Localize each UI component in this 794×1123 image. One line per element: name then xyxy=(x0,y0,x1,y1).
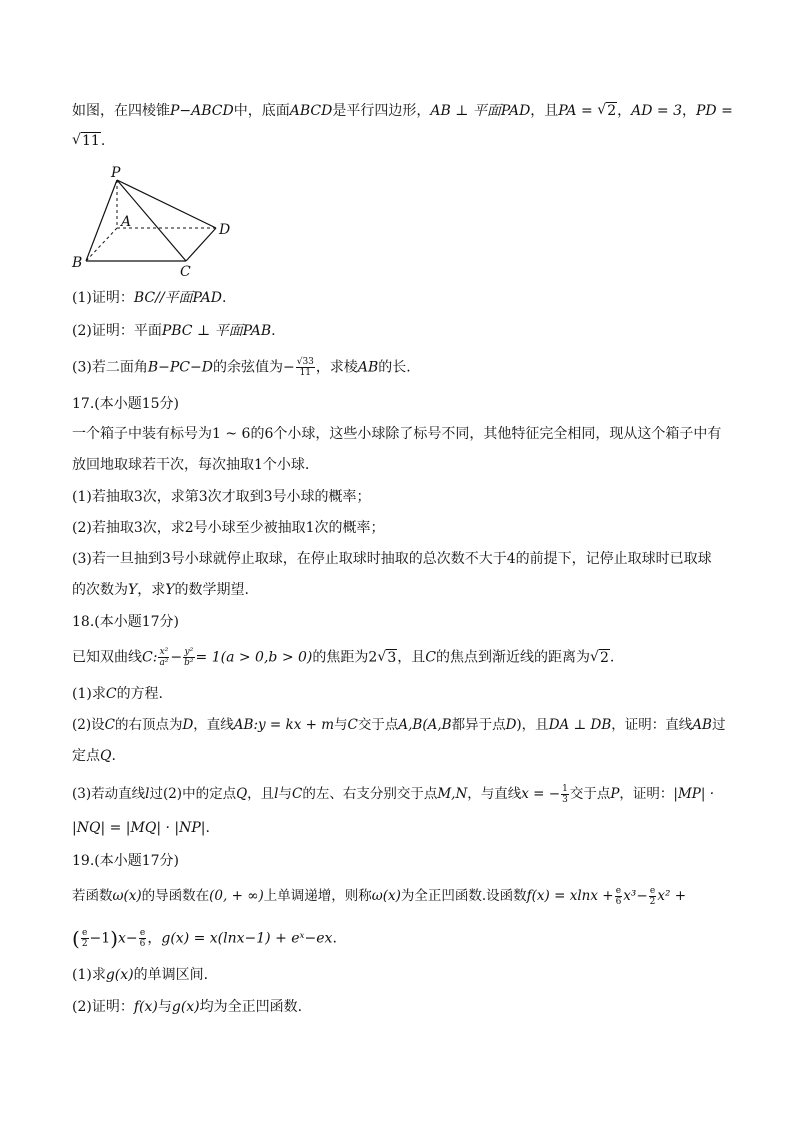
math: D xyxy=(182,717,194,733)
text: 都异于点 xyxy=(451,717,506,733)
q18-part3 xyxy=(72,784,714,805)
q18-part1 xyxy=(72,684,163,704)
intro-text: 中，底面 xyxy=(233,103,290,119)
math: AB xyxy=(692,717,712,733)
edge-PD xyxy=(117,180,216,228)
text: 定点 xyxy=(72,748,100,764)
text: 的长. xyxy=(378,359,411,376)
intro-text: 是平行四边形， xyxy=(332,103,431,119)
pyramid-name: P−ABCD xyxy=(170,103,234,119)
math: |NQ| = |MQ| · |NP| xyxy=(72,820,206,836)
numerator: e xyxy=(82,928,88,938)
denominator: 6 xyxy=(139,939,146,949)
base-name: ABCD xyxy=(289,103,333,119)
text: ，证明：直线 xyxy=(611,717,693,733)
text: (1)求 xyxy=(72,967,106,983)
perp-statement: AB ⊥ 平面PAD xyxy=(430,103,531,119)
q18-header: 18.(本小题17分) xyxy=(72,614,180,630)
math: C xyxy=(425,649,436,666)
math: Y xyxy=(128,582,138,598)
text: 为全正凹函数.设函数 xyxy=(400,888,527,904)
math: C xyxy=(105,686,117,702)
q17-header: 17.(本小题15分) xyxy=(72,396,180,412)
sqrt-2 xyxy=(590,648,610,668)
text: 的单调区间. xyxy=(133,967,209,983)
radicand: 11 xyxy=(82,133,100,149)
text: 的次数为 xyxy=(72,582,128,598)
math: M,N xyxy=(437,786,468,802)
text: ，证明： xyxy=(619,786,674,802)
denominator: b² xyxy=(184,658,194,668)
text: . xyxy=(609,649,615,666)
math: g(x) xyxy=(105,967,134,983)
text: 上单调递增，则称 xyxy=(263,888,372,904)
text: (1)求 xyxy=(72,686,106,702)
q18-line1 xyxy=(72,647,614,668)
paren-open: ( xyxy=(72,926,80,951)
denominator: 2 xyxy=(81,939,88,949)
math: l xyxy=(145,786,150,802)
math: PBC ⊥ 平面PAB xyxy=(161,323,272,339)
math: f(x) xyxy=(133,999,158,1015)
ad-eq: AD = 3 xyxy=(631,103,682,119)
label-B: B xyxy=(72,255,83,271)
q18-part2b xyxy=(72,746,116,766)
intro-line-1 xyxy=(72,101,733,121)
text: 与 xyxy=(334,717,348,733)
sqrt-2 xyxy=(597,101,617,121)
q19-part2 xyxy=(72,997,302,1017)
math: C xyxy=(347,717,358,733)
denominator: 11 xyxy=(299,368,312,378)
math: A,B(A,B xyxy=(398,717,452,733)
label-P: P xyxy=(111,165,121,181)
radicand: 2 xyxy=(607,103,617,119)
text: 与 xyxy=(278,786,292,802)
fraction xyxy=(81,928,89,949)
text: 的导函数在 xyxy=(141,888,210,904)
q18-part2 xyxy=(72,715,725,735)
num-value: 33 xyxy=(302,357,314,367)
q18-part3b xyxy=(72,818,210,838)
text: 过 xyxy=(711,717,726,733)
math: P xyxy=(610,786,620,802)
math: C xyxy=(104,717,115,733)
label-D: D xyxy=(219,222,231,238)
sqrt-11 xyxy=(72,131,101,151)
pa-eq: PA = xyxy=(558,103,593,119)
math: f(x) = xlnx + xyxy=(526,888,614,904)
fraction xyxy=(615,886,623,907)
paren-close: ) xyxy=(110,926,118,951)
intro-text: ， xyxy=(681,103,696,119)
text: (2)证明： xyxy=(72,999,134,1015)
math: ω(x) xyxy=(371,888,401,904)
numerator: e xyxy=(615,886,622,896)
label-A: A xyxy=(121,214,132,230)
text: (2)设 xyxy=(72,717,105,733)
text: 的方程. xyxy=(116,686,164,702)
q19-line1 xyxy=(72,886,686,907)
math: g(x) = x(lnx−1) + eˣ−ex xyxy=(161,930,333,947)
text: 交于点 xyxy=(357,717,399,733)
math: |MP| · xyxy=(673,786,715,802)
fraction xyxy=(183,647,194,668)
text: . xyxy=(332,930,337,947)
q19-part1 xyxy=(72,965,208,985)
math: Y xyxy=(165,582,175,598)
denominator: 2 xyxy=(649,897,656,907)
text: 的焦距为 xyxy=(312,649,369,666)
math: x² + xyxy=(657,888,687,904)
text: ，与直线 xyxy=(467,786,522,802)
text: . xyxy=(205,820,210,836)
edge-PB xyxy=(86,180,117,261)
fraction xyxy=(139,928,147,949)
q19-header: 19.(本小题17分) xyxy=(72,853,180,869)
q16-part3 xyxy=(72,357,411,378)
text: ，且 xyxy=(247,786,275,802)
text: (3)若二面角 xyxy=(72,359,148,376)
numerator: 1 xyxy=(562,784,568,794)
q17-line1: 一个箱子中装有标号为1 ~ 6的6个小球，这些小球除了标号不同，其他特征完全相同，现从这个箱子中有 xyxy=(72,426,722,442)
denominator: 3 xyxy=(562,795,568,805)
text: 的数学期望. xyxy=(174,582,249,598)
edge-CD xyxy=(186,228,216,261)
text: ，求棱 xyxy=(315,359,358,376)
math: ω(x) xyxy=(112,888,142,904)
math: DA ⊥ DB xyxy=(548,717,612,733)
label-C: C xyxy=(180,264,191,280)
text: 的余弦值为 xyxy=(212,359,283,376)
text: 均为全正凹函数. xyxy=(199,999,303,1015)
text: (1)证明： xyxy=(72,290,134,306)
math: −1 xyxy=(89,930,111,947)
math: AB:y = kx + m xyxy=(233,717,335,733)
fraction xyxy=(158,647,169,668)
text: (3)若动直线 xyxy=(72,786,146,802)
math: (0, + ∞) xyxy=(209,888,264,904)
numerator: e xyxy=(649,886,656,896)
fraction xyxy=(649,886,657,907)
text: 的焦点到渐近线的距离为 xyxy=(435,649,590,666)
math: x = − xyxy=(521,786,561,802)
math: 2 xyxy=(368,649,378,666)
text: . xyxy=(222,290,227,306)
math: l xyxy=(274,786,279,802)
q17-part2: (2)若抽取3次，求2号小球至少被抽取1次的概率； xyxy=(72,520,385,536)
pyramid-figure xyxy=(66,160,246,280)
text: 若函数 xyxy=(72,888,113,904)
minus-sign: − xyxy=(170,649,183,666)
math: AB xyxy=(357,359,379,376)
text: 已知双曲线 xyxy=(72,649,142,666)
text: 过(2)中的定点 xyxy=(149,786,237,802)
text: 的左、右支分别交于点 xyxy=(302,786,438,802)
math: x− xyxy=(118,930,138,947)
text: ，求 xyxy=(137,582,166,598)
text: . xyxy=(111,748,116,764)
intro-text: 如图，在四棱锥 xyxy=(72,103,170,119)
q17-part3a: (3)若一旦抽到3号小球就停止取球，在停止取球时抽取的总次数不大于4的前提下，记停止取球时已取球 xyxy=(72,551,712,567)
q19-line2 xyxy=(72,928,337,949)
edge-AB xyxy=(86,228,117,261)
q17-line2: 放回地取球若干次，每次抽取1个小球. xyxy=(72,457,310,473)
text: ， xyxy=(147,930,162,947)
fraction xyxy=(561,784,569,805)
text: ，直线 xyxy=(193,717,234,733)
text: (2)证明：平面 xyxy=(72,323,162,339)
pd-eq: PD = xyxy=(695,103,733,119)
q16-part1 xyxy=(72,288,226,308)
minus-sign: − xyxy=(282,359,295,376)
q17-part3b xyxy=(72,580,249,600)
q17-part1: (1)若抽取3次，求第3次才取到3号小球的概率； xyxy=(72,489,371,505)
numerator: e xyxy=(139,928,146,938)
denominator: a² xyxy=(159,658,169,668)
text: )，且 xyxy=(516,717,549,733)
intro-text: . xyxy=(100,133,106,149)
math: g(x) xyxy=(171,999,200,1015)
numerator: x² xyxy=(159,647,169,657)
intro-text: ， xyxy=(617,103,632,119)
math: C xyxy=(291,786,303,802)
text: ，且 xyxy=(397,649,426,666)
math: BC//平面PAD xyxy=(133,290,223,306)
text: 的右顶点为 xyxy=(114,717,183,733)
q16-part2 xyxy=(72,321,276,341)
math: B−PC−D xyxy=(147,359,213,376)
numerator: y² xyxy=(184,647,194,657)
intro-text: ，且 xyxy=(530,103,559,119)
text: 与 xyxy=(157,999,172,1015)
math: Q xyxy=(236,786,248,802)
math: D xyxy=(505,717,517,733)
fraction xyxy=(296,357,315,378)
intro-line-2 xyxy=(72,131,105,151)
text: 交于点 xyxy=(569,786,611,802)
denominator: 6 xyxy=(615,897,622,907)
math: C: xyxy=(142,649,158,666)
text: . xyxy=(271,323,276,339)
numerator: √33 xyxy=(296,357,314,367)
radicand: 3 xyxy=(387,649,397,666)
radicand: 2 xyxy=(599,649,609,666)
sqrt-3 xyxy=(377,648,397,668)
math: = 1(a > 0,b > 0) xyxy=(195,649,313,666)
math: x³− xyxy=(623,888,648,904)
math: Q xyxy=(100,748,112,764)
